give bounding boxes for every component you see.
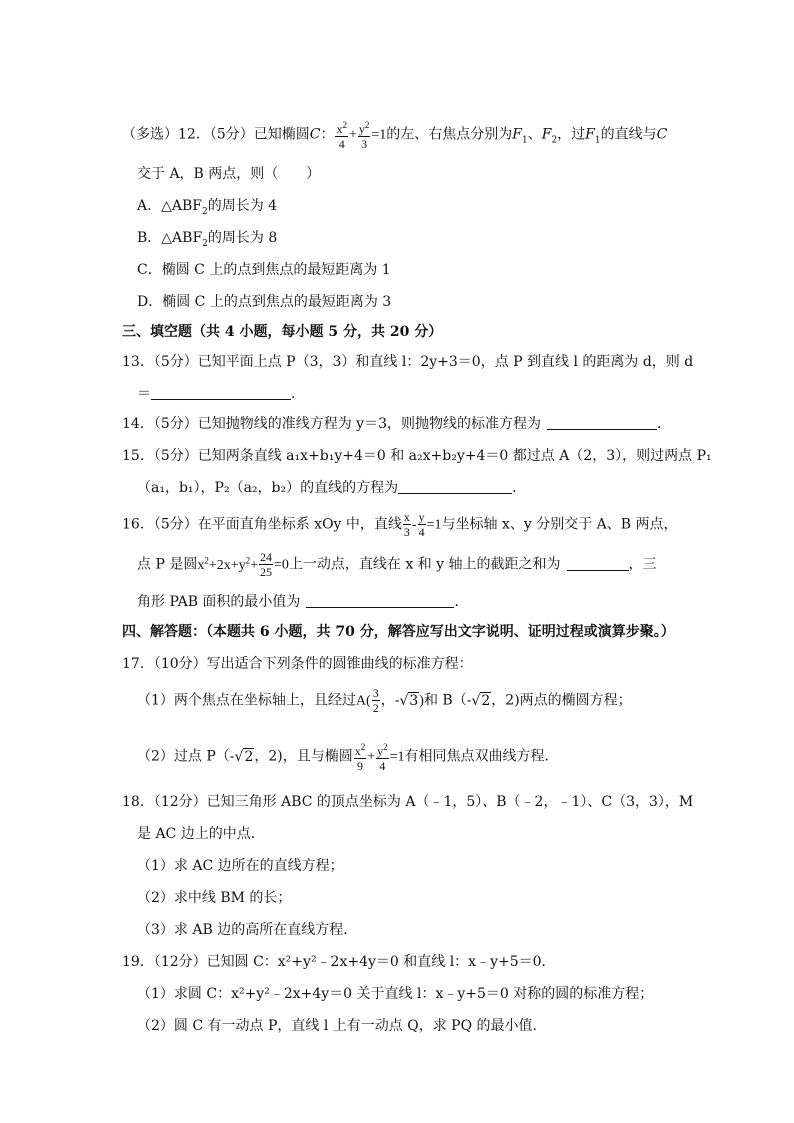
section-4-heading: 四、解答题：（本题共 6 小题，共 70 分，解答应写出文字说明、证明过程或演算步聚。） [122,624,675,640]
q16-sq2: 2 [245,555,251,565]
q17-frac-y2-4 [376,740,389,773]
q12-F2: F [541,126,552,143]
question-13-line-2 [137,384,305,404]
q16-circle-a: x [197,557,205,573]
question-13-line-1: 13．（5分）已知平面上点 P（3，3）和直线 l：2y+3＝0，点 P 到直线 l 的距离为 d，则 d [122,354,694,370]
q16-fn: 24 [260,550,273,565]
q12-den4: 4 [338,137,345,151]
q12-F1b: F [585,126,595,143]
q17-p2-xd: 9 [356,759,363,773]
q17-p2-mid: ，2)，且与椭圆 [254,748,353,765]
q12-F2-sub: 2 [551,135,558,146]
q12-y: y [358,122,365,136]
q15-end: ． [512,480,527,496]
q12-frac-x [335,118,348,151]
q17-frac-3-2 [372,686,380,715]
q16-line3: 角形 PAB 面积的最小值为 [137,594,301,610]
q16-circle-d: =0 [274,557,289,573]
question-12-line-1 [122,118,667,151]
question-14 [122,414,671,434]
q12-eq: =1 [371,127,387,143]
question-18-line-1: 18．（12分）已知三角形 ABC 的顶点坐标为 A（﹣1，5）、B（﹣2，﹣1）、C（3，3），M [122,794,694,810]
q17-p2-xn: x [354,744,361,758]
q14-answer-blank[interactable] [547,415,657,430]
q17-p2-eq: =1 [389,749,405,765]
option-12-b-text: B．△ABF [137,230,203,246]
q17-p2-sq2: 2 [383,742,388,752]
q16-frac-y [418,510,426,539]
question-12-line-2: 交于 A，B 两点，则（ ） [137,166,321,182]
question-15-line-2 [137,478,526,498]
q12-sep: 、 [527,126,542,143]
q12-frac-y [358,118,371,151]
option-12-b [137,228,277,254]
q12-F1-sub: 1 [521,135,528,146]
q16-frac-24-25 [259,550,273,579]
question-19-part-2: （2）圆 C 有一动点 P，直线 l 上有一动点 Q，求 PQ 的最小值． [137,1018,547,1034]
q16-xd: 3 [403,525,410,539]
q12-curve: C [309,126,321,143]
q17-sqrt-2: √2 [471,692,491,709]
q16-answer-blank-1[interactable] [567,556,629,571]
q17-p2-sqrt-2: √2 [234,748,254,765]
q17-frac-x2-9 [354,740,367,773]
q17-p1-mid: ，- [380,692,400,709]
option-12-a-text: A．△ABF [137,198,202,214]
q14-text: 14．（5分）已知抛物线的准线方程为 y＝3，则抛物线的标准方程为 [122,416,541,432]
question-16-line-2 [137,550,657,579]
q17-p2-plus: + [367,749,376,765]
q12-x: x [336,122,343,136]
q17-p2-pre: （2）过点 P（- [137,748,235,765]
q17-p1-d: 2 [372,701,379,715]
option-12-b-sub: 2 [202,238,208,249]
q16-sq1: 2 [204,555,209,565]
question-19-part-1: （1）求圆 C：x²+y²﹣2x+4y＝0 关于直线 l：x﹣y+5＝0 对称的圆的标准方程； [137,986,654,1002]
q17-p2-sq1: 2 [360,742,366,752]
q16-circle-c: + [250,557,259,573]
q16-post: 与坐标轴 x、y 分别交于 A、B 两点， [441,516,678,533]
q17-sqrt-3: √3 [399,692,419,709]
q15-text: （a₁，b₁），P₂（a₂，b₂）的直线的方程为 [137,480,399,496]
option-12-a [137,196,277,222]
question-18-part-3: （3）求 AB 边的高所在直线方程． [137,922,358,938]
question-17-part-2 [137,740,559,773]
q12-after: 的左、右焦点分别为 [386,126,513,143]
question-17-part-1: （1）两个焦点在坐标轴上，且经过A( $\frac{3}{2}$ ，-√3)和 B（-√2，2)两点的椭圆方程； [137,686,632,715]
q17-p2-tail: 有相同焦点双曲线方程． [404,748,559,765]
q16-yn: y [418,510,425,524]
q16-end: ． [454,594,469,610]
option-12-a-tail: 的周长为 4 [207,198,278,214]
question-18-part-2: （2）求中线 BM 的长； [137,890,292,906]
q16-yd: 4 [418,525,425,539]
q16-pre: 16．（5分）在平面直角坐标系 xOy 中，直线 [122,516,402,533]
q13-eq: ＝ [137,386,151,402]
question-15-line-1: 15．（5分）已知两条直线 a₁x+b₁y+4＝0 和 a₂x+b₂y+4＝0 都过点 A（2，3），则过两点 P₁ [122,448,712,464]
q16-l2end: ，三 [628,556,657,573]
option-12-a-sub: 2 [202,206,208,217]
q16-minus: - [411,517,417,533]
option-12-b-tail: 的周长为 8 [207,230,278,246]
q16-xn: x [403,510,410,524]
q12-F1b-sub: 1 [594,135,601,146]
q12-plus: + [348,127,357,143]
q17-p2-r: 2 [244,748,254,765]
question-18-part-1: （1）求 AC 边所在的直线方程； [137,858,344,874]
q17-p2-yd: 4 [379,759,386,773]
q17-p1-pre: （1）两个焦点在坐标轴上，且经过 [137,692,356,709]
option-12-d: D．椭圆 C 上的点到焦点的最短距离为 3 [137,294,392,310]
q12-C2: C [656,126,668,143]
q12-F1: F [512,126,522,143]
question-17-line-1: 17．（10分）写出适合下列条件的圆锥曲线的标准方程： [122,656,473,672]
q16-answer-blank-2[interactable] [306,593,454,608]
q17-p1-r1: 3 [409,692,419,709]
q16-l2pre: 点 P 是圆 [137,556,198,573]
section-3-heading: 三、填空题（共 4 小题，每小题 5 分，共 20 分） [122,324,443,340]
q12-y-exp: 2 [364,120,370,130]
question-19-line-1: 19．（12分）已知圆 C：x²+y²﹣2x+4y＝0 和直线 l：x﹣y+5＝0． [122,954,556,970]
q12-prefix: （多选）12．（5分）已知椭圆 [122,126,310,143]
q17-p1-andB: 和 B（- [423,692,472,709]
option-12-c: C．椭圆 C 上的点到焦点的最短距离为 1 [137,262,391,278]
q17-p1-r2: 2 [481,692,491,709]
q12-colon: ： [320,126,335,143]
q17-p1-A: A [355,693,367,709]
question-16-line-3 [137,592,468,612]
q16-l2post: 上一动点，直线在 x 和 y 轴上的截距之和为 [288,556,561,573]
question-16-line-1 [122,510,678,539]
q16-eq: =1 [426,517,442,533]
q17-p1-n: 3 [372,686,379,700]
q12-tail: 的直线与 [600,126,657,143]
q14-end: ． [657,416,671,432]
q17-p1-tail: ，2)两点的椭圆方程； [491,692,632,709]
q16-circle-b: +2x+y [208,557,246,573]
q16-fd: 25 [260,565,273,580]
q12-den3: 3 [361,137,368,151]
q15-answer-blank[interactable] [398,479,512,494]
q12-mid: ，过 [557,126,586,143]
q13-end: ． [291,386,305,402]
q13-answer-blank[interactable] [151,385,291,400]
q17-p2-yn: y [377,744,384,758]
question-18-line-2: 是 AC 边上的中点． [137,826,265,842]
q12-x-exp: 2 [342,120,347,130]
q16-frac-x [403,510,411,539]
